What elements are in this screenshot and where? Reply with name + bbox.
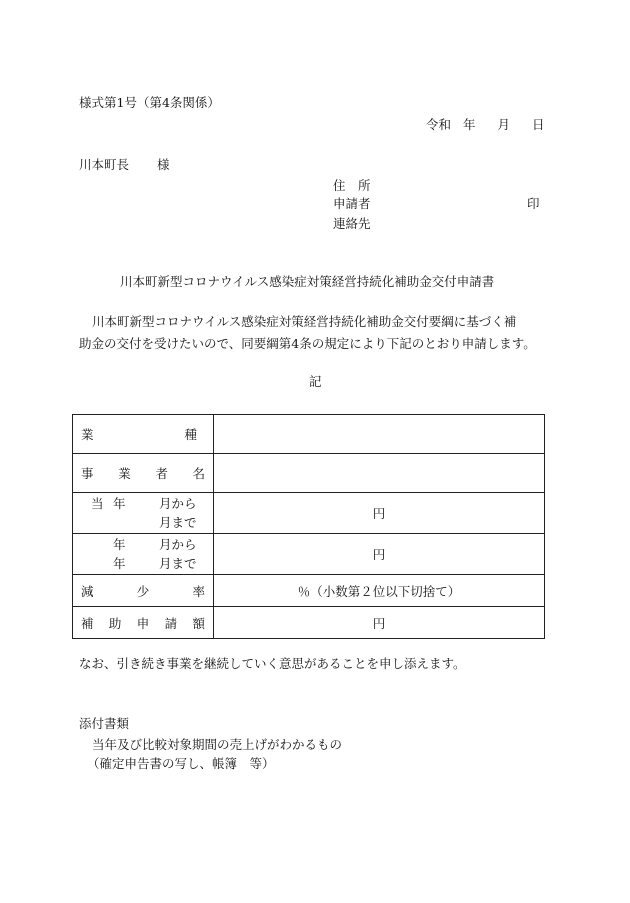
- reduction-label: [73, 575, 214, 607]
- table-row: [73, 575, 545, 607]
- table-row: [73, 415, 545, 454]
- business-name-value: [214, 454, 545, 493]
- period2-value: 円: [214, 534, 545, 575]
- form-number: 様式第1号（第4条関係）: [79, 95, 220, 110]
- date-line: [426, 119, 545, 132]
- business-type-text: 業 種: [81, 427, 197, 442]
- table-row: [73, 454, 545, 493]
- addressee: [79, 159, 170, 172]
- addressee-honorific: 様: [157, 157, 170, 172]
- period1-to: 月まで: [159, 515, 197, 530]
- period2-year: 年: [113, 537, 126, 552]
- address-label: 住 所: [333, 178, 371, 193]
- period1-label: [73, 493, 214, 534]
- period1-year: 年: [113, 496, 126, 511]
- table-row: [73, 534, 545, 575]
- period2-from: 月から: [159, 537, 197, 552]
- applicant-label: 申請者: [333, 196, 371, 211]
- period2-year2: 年: [113, 556, 126, 571]
- period1-prefix: 当: [91, 496, 104, 511]
- date-month: 月: [497, 117, 511, 132]
- date-year: 年: [463, 117, 476, 132]
- period2-stack: [81, 535, 205, 573]
- seal-mark: 印: [527, 196, 540, 211]
- period2-label: [73, 534, 214, 575]
- closing-statement: なお、引き続き事業を継続していく意思があることを申し添えます。: [79, 656, 466, 671]
- ki-heading: 記: [309, 374, 322, 389]
- attachment-item-2: （確定申告書の写し、帳簿 等）: [87, 756, 275, 771]
- table-row: [73, 607, 545, 639]
- business-type-label: [73, 415, 214, 454]
- attachment-item-1: 当年及び比較対象期間の売上げがわかるもの: [92, 737, 343, 752]
- addressee-name: 川本町長: [79, 157, 130, 172]
- period1-stack: [81, 494, 205, 532]
- contact-label: 連絡先: [333, 216, 371, 231]
- application-table: [72, 414, 545, 639]
- business-name-label: [73, 454, 214, 493]
- subsidy-value: 円: [214, 607, 545, 639]
- body-line-1: 川本町新型コロナウイルス感染症対策経営持続化補助金交付要綱に基づく補: [92, 314, 517, 329]
- subsidy-text: 補 助 申 請 額: [81, 615, 205, 631]
- date-era: 令和: [426, 117, 452, 132]
- period1-from: 月から: [159, 496, 197, 511]
- business-type-value: [214, 415, 545, 454]
- reduction-value: ％（小数第２位以下切捨て）: [214, 575, 545, 607]
- period2-to: 月まで: [159, 556, 197, 571]
- attachments-heading: 添付書類: [79, 716, 130, 731]
- period1-value: 円: [214, 493, 545, 534]
- document-title: 川本町新型コロナウイルス感染症対策経営持続化補助金交付申請書: [120, 274, 495, 289]
- reduction-text: 減 少 率: [81, 583, 205, 599]
- subsidy-label: [73, 607, 214, 639]
- business-name-text: 事 業 者 名: [81, 466, 205, 481]
- body-line-2: 助金の交付を受けたいので、同要綱第4条の規定により下記のとおり申請します。: [79, 336, 536, 351]
- table-row: [73, 493, 545, 534]
- date-day: 日: [532, 117, 545, 132]
